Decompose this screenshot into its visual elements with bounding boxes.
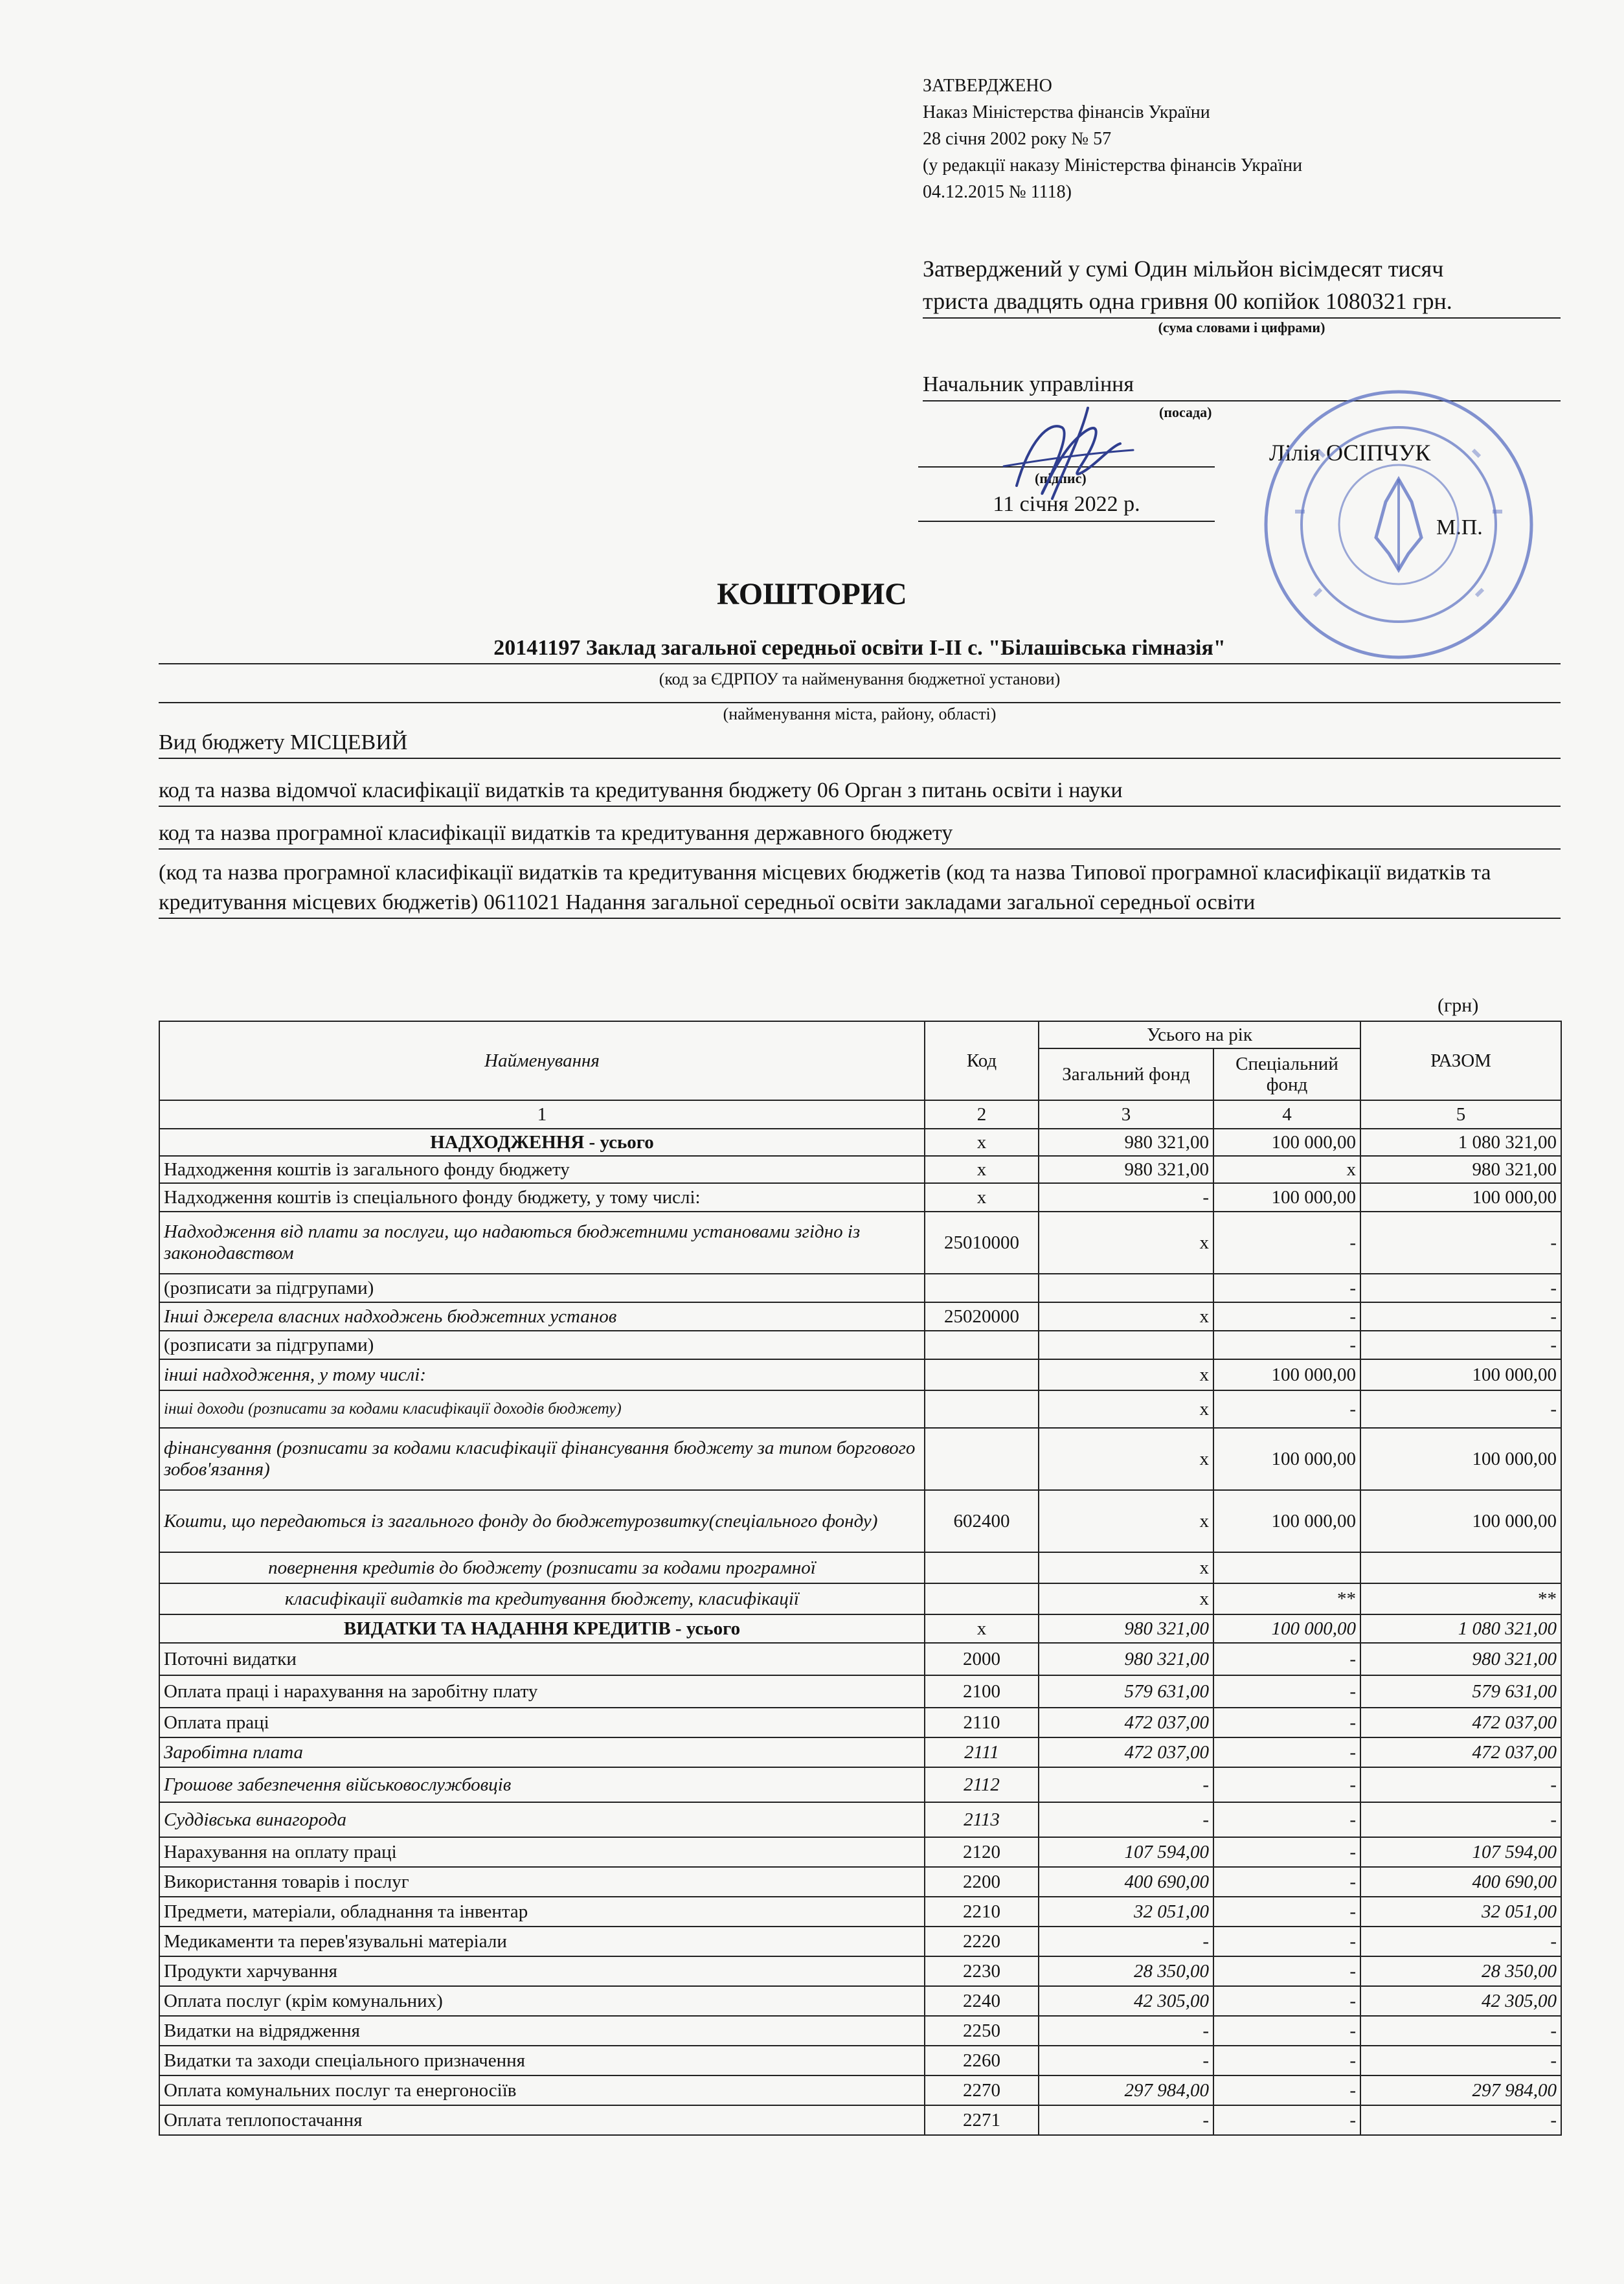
row-code [925, 1428, 1039, 1490]
document-title: КОШТОРИС [717, 577, 907, 611]
row-general: - [1039, 2105, 1213, 2135]
table-row [159, 1643, 1561, 1675]
approval-line: 28 січня 2002 року № 57 [923, 129, 1112, 149]
row-name: (розписати за підгрупами) [159, 1274, 925, 1302]
row-code: x [925, 1156, 1039, 1183]
row-general: 980 321,00 [1039, 1643, 1213, 1675]
row-special: - [1213, 1956, 1360, 1986]
row-code: 2230 [925, 1956, 1039, 1986]
signer-name: Лілія ОСІПЧУК [1269, 440, 1431, 466]
row-total: - [1360, 1212, 1561, 1274]
row-name: Видатки та заходи спеціального призначення [159, 2046, 925, 2075]
row-code: 2260 [925, 2046, 1039, 2075]
row-general: - [1039, 1802, 1213, 1837]
approved-sum [923, 253, 1561, 337]
table-row [159, 1129, 1561, 1156]
budget-type: Вид бюджету МІСЦЕВИЙ [159, 728, 1561, 759]
row-name: Оплата праці [159, 1708, 925, 1737]
stamp-mark: М.П. [1436, 515, 1483, 539]
row-name: Заробітна плата [159, 1737, 925, 1767]
table-row [159, 1156, 1561, 1183]
row-total: 579 631,00 [1360, 1675, 1561, 1708]
row-special: - [1213, 1897, 1360, 1927]
row-special: - [1213, 1708, 1360, 1737]
official-seal [1256, 382, 1541, 667]
table-row [159, 1359, 1561, 1390]
table-row [159, 1708, 1561, 1737]
row-total: 100 000,00 [1360, 1490, 1561, 1552]
row-total: 100 000,00 [1360, 1183, 1561, 1212]
row-total: - [1360, 2016, 1561, 2046]
row-special: 100 000,00 [1213, 1614, 1360, 1643]
row-general: x [1039, 1302, 1213, 1331]
row-special: 100 000,00 [1213, 1129, 1360, 1156]
row-code [925, 1274, 1039, 1302]
row-code [925, 1552, 1039, 1583]
estimate-table [159, 1021, 1562, 2136]
approval-block [923, 73, 1557, 205]
city-line [159, 689, 1561, 703]
row-name: Надходження від плати за послуги, що надаються бюджетними установами згідно із законодавством [159, 1212, 925, 1274]
row-special: ** [1213, 1583, 1360, 1614]
row-special: - [1213, 1802, 1360, 1837]
row-code: 2250 [925, 2016, 1039, 2046]
row-total [1360, 1552, 1561, 1583]
row-code: 2120 [925, 1837, 1039, 1867]
approved-sum-caption: (сума словами і цифрами) [1158, 319, 1325, 335]
row-code: 602400 [925, 1490, 1039, 1552]
row-code: 2112 [925, 1767, 1039, 1802]
row-general: 980 321,00 [1039, 1156, 1213, 1183]
row-general: 579 631,00 [1039, 1675, 1213, 1708]
row-special: - [1213, 1212, 1360, 1274]
row-code: 2111 [925, 1737, 1039, 1767]
handwritten-signature [991, 382, 1146, 537]
table-row [159, 1837, 1561, 1867]
table-row [159, 1302, 1561, 1331]
row-special: - [1213, 2075, 1360, 2105]
table-row [159, 2105, 1561, 2135]
row-name: Оплата теплопостачання [159, 2105, 925, 2135]
row-special: - [1213, 2105, 1360, 2135]
signature-caption: (підпис) [1035, 470, 1087, 486]
row-code: 2110 [925, 1708, 1039, 1737]
row-total: - [1360, 1927, 1561, 1956]
row-special: 100 000,00 [1213, 1490, 1360, 1552]
row-special: - [1213, 1675, 1360, 1708]
row-general: x [1039, 1428, 1213, 1490]
row-code: 2000 [925, 1643, 1039, 1675]
approval-line: ЗАТВЕРДЖЕНО [923, 76, 1052, 96]
table-row [159, 1867, 1561, 1897]
row-general: 28 350,00 [1039, 1956, 1213, 1986]
row-general: x [1039, 1552, 1213, 1583]
row-total: 28 350,00 [1360, 1956, 1561, 1986]
row-name: інші доходи (розписати за кодами класифікації доходів бюджету) [159, 1390, 925, 1428]
row-general: - [1039, 1183, 1213, 1212]
row-name: фінансування (розписати за кодами класифікації фінансування бюджету за типом боргового зобов'язання) [159, 1428, 925, 1490]
row-general: x [1039, 1212, 1213, 1274]
row-special: - [1213, 1331, 1360, 1359]
row-total: 472 037,00 [1360, 1708, 1561, 1737]
row-total: - [1360, 1331, 1561, 1359]
table-row [159, 1614, 1561, 1643]
header-total: РАЗОМ [1360, 1021, 1561, 1100]
row-code: x [925, 1183, 1039, 1212]
row-code: 2240 [925, 1986, 1039, 2016]
row-general: x [1039, 1390, 1213, 1428]
row-total: - [1360, 1767, 1561, 1802]
signature-date: 11 січня 2022 р. [993, 492, 1140, 516]
row-name: ВИДАТКИ ТА НАДАННЯ КРЕДИТІВ - усього [159, 1614, 925, 1643]
row-total: 100 000,00 [1360, 1428, 1561, 1490]
approved-sum-line-1: Затверджений у сумі Один мільйон вісімдесят тисяч [923, 256, 1444, 282]
row-total: ** [1360, 1583, 1561, 1614]
row-name: НАДХОДЖЕННЯ - усього [159, 1129, 925, 1156]
position-caption: (посада) [1159, 404, 1212, 420]
row-special: - [1213, 1274, 1360, 1302]
currency-label: (грн) [1438, 995, 1479, 1016]
row-code: 2271 [925, 2105, 1039, 2135]
row-name: класифікації видатків та кредитування бюджету, класифікації [159, 1583, 925, 1614]
column-number: 1 [159, 1100, 925, 1129]
row-code: 2200 [925, 1867, 1039, 1897]
row-special: 100 000,00 [1213, 1183, 1360, 1212]
row-special: - [1213, 2016, 1360, 2046]
table-row [159, 1552, 1561, 1583]
header-code: Код [925, 1021, 1039, 1100]
row-total: - [1360, 2105, 1561, 2135]
row-general [1039, 1331, 1213, 1359]
row-special: - [1213, 1302, 1360, 1331]
row-code: 2100 [925, 1675, 1039, 1708]
row-special: - [1213, 1927, 1360, 1956]
row-special: - [1213, 1737, 1360, 1767]
table-row [159, 1737, 1561, 1767]
row-name: Оплата послуг (крім комунальних) [159, 1986, 925, 2016]
row-total: - [1360, 1802, 1561, 1837]
row-special: - [1213, 1643, 1360, 1675]
row-name: Оплата комунальних послуг та енергоносіїв [159, 2075, 925, 2105]
row-general: x [1039, 1359, 1213, 1390]
table-row [159, 1428, 1561, 1490]
row-special: - [1213, 1767, 1360, 1802]
row-name: Надходження коштів із спеціального фонду бюджету, у тому числі: [159, 1183, 925, 1212]
row-general: 400 690,00 [1039, 1867, 1213, 1897]
row-general: x [1039, 1490, 1213, 1552]
row-name: повернення кредитів до бюджету (розписати за кодами програмної [159, 1552, 925, 1583]
table-row [159, 1274, 1561, 1302]
row-code [925, 1331, 1039, 1359]
row-general: 297 984,00 [1039, 2075, 1213, 2105]
row-name: Медикаменти та перев'язувальні матеріали [159, 1927, 925, 1956]
row-name: Суддівська винагорода [159, 1802, 925, 1837]
header-special-fund: Спеціальний фонд [1213, 1048, 1360, 1100]
row-special: - [1213, 1986, 1360, 2016]
city-caption: (найменування міста, району, області) [723, 705, 997, 723]
row-general: 472 037,00 [1039, 1708, 1213, 1737]
approved-sum-line-2: триста двадцять одна гривня 00 копійок 1080321 грн. [923, 285, 1561, 319]
row-name: Продукти харчування [159, 1956, 925, 1986]
approval-line: (у редакції наказу Міністерства фінансів України [923, 155, 1303, 175]
row-general: - [1039, 1927, 1213, 1956]
row-name: Нарахування на оплату праці [159, 1837, 925, 1867]
row-general: - [1039, 2046, 1213, 2075]
row-name: Використання товарів і послуг [159, 1867, 925, 1897]
department-code: код та назва відомчої класифікації видатків та кредитування бюджету 06 Орган з питань освіти і науки [159, 776, 1561, 807]
row-name: Кошти, що передаються із загального фонду до бюджетурозвитку(спеціального фонду) [159, 1490, 925, 1552]
row-code [925, 1583, 1039, 1614]
approval-line: 04.12.2015 № 1118) [923, 182, 1072, 202]
row-general: 472 037,00 [1039, 1737, 1213, 1767]
column-number: 5 [1360, 1100, 1561, 1129]
row-code [925, 1359, 1039, 1390]
row-total: 107 594,00 [1360, 1837, 1561, 1867]
row-total: 400 690,00 [1360, 1867, 1561, 1897]
head-position: Начальник управління [923, 369, 1561, 401]
row-total: - [1360, 1302, 1561, 1331]
table-row [159, 1767, 1561, 1802]
row-code: 2220 [925, 1927, 1039, 1956]
row-name: Грошове забезпечення військовослужбовців [159, 1767, 925, 1802]
row-special [1213, 1552, 1360, 1583]
row-name: Інші джерела власних надходжень бюджетних установ [159, 1302, 925, 1331]
row-special: 100 000,00 [1213, 1359, 1360, 1390]
row-total: - [1360, 1274, 1561, 1302]
row-total: - [1360, 1390, 1561, 1428]
row-total: 980 321,00 [1360, 1643, 1561, 1675]
row-code: 2210 [925, 1897, 1039, 1927]
table-row [159, 1331, 1561, 1359]
row-total: 1 080 321,00 [1360, 1129, 1561, 1156]
header-name: Найменування [159, 1021, 925, 1100]
row-total: 1 080 321,00 [1360, 1614, 1561, 1643]
row-special: - [1213, 1390, 1360, 1428]
institution-caption: (код за ЄДРПОУ та найменування бюджетної установи) [659, 670, 1061, 688]
table-row [159, 1490, 1561, 1552]
table-row [159, 1183, 1561, 1212]
row-code: 25020000 [925, 1302, 1039, 1331]
row-code: 25010000 [925, 1212, 1039, 1274]
table-row [159, 1986, 1561, 2016]
column-number: 4 [1213, 1100, 1360, 1129]
table-row [159, 1802, 1561, 1837]
row-name: Видатки на відрядження [159, 2016, 925, 2046]
table-row [159, 2075, 1561, 2105]
row-general: 980 321,00 [1039, 1129, 1213, 1156]
row-special: 100 000,00 [1213, 1428, 1360, 1490]
row-total: 297 984,00 [1360, 2075, 1561, 2105]
row-total: - [1360, 2046, 1561, 2075]
row-name: інші надходження, у тому числі: [159, 1359, 925, 1390]
row-name: Надходження коштів із загального фонду бюджету [159, 1156, 925, 1183]
row-code: 2270 [925, 2075, 1039, 2105]
row-general: - [1039, 2016, 1213, 2046]
row-general: 42 305,00 [1039, 1986, 1213, 2016]
table-row [159, 1675, 1561, 1708]
row-general [1039, 1274, 1213, 1302]
column-number: 3 [1039, 1100, 1213, 1129]
row-name: Поточні видатки [159, 1643, 925, 1675]
row-name: (розписати за підгрупами) [159, 1331, 925, 1359]
local-program-code: (код та назва програмної класифікації видатків та кредитування місцевих бюджетів (код та назва Типової програмної класифікації видатків та кредитування місцевих бюджетів) 0611021 Надання загальної середньої освіти закладами загальної середньої освіти [159, 858, 1561, 919]
header-general-fund: Загальний фонд [1039, 1048, 1213, 1100]
table-row [159, 2046, 1561, 2075]
state-program-code: код та назва програмної класифікації видатків та кредитування державного бюджету [159, 819, 1561, 850]
row-general: - [1039, 1767, 1213, 1802]
row-name: Оплата праці і нарахування на заробітну плату [159, 1675, 925, 1708]
institution-name: 20141197 Заклад загальної середньої освіти І-ІІ с. "Білашівська гімназія" [159, 633, 1561, 664]
table-row [159, 2016, 1561, 2046]
row-total: 42 305,00 [1360, 1986, 1561, 2016]
table-row [159, 1956, 1561, 1986]
header-year-total: Усього на рік [1039, 1021, 1360, 1048]
row-code: 2113 [925, 1802, 1039, 1837]
row-code: x [925, 1129, 1039, 1156]
row-code [925, 1390, 1039, 1428]
row-total: 472 037,00 [1360, 1737, 1561, 1767]
table-row [159, 1390, 1561, 1428]
row-special: - [1213, 1837, 1360, 1867]
row-general: 32 051,00 [1039, 1897, 1213, 1927]
approval-line: Наказ Міністерства фінансів України [923, 102, 1210, 122]
row-total: 100 000,00 [1360, 1359, 1561, 1390]
column-number: 2 [925, 1100, 1039, 1129]
row-name: Предмети, матеріали, обладнання та інвентар [159, 1897, 925, 1927]
row-total: 980 321,00 [1360, 1156, 1561, 1183]
row-general: 980 321,00 [1039, 1614, 1213, 1643]
row-total: 32 051,00 [1360, 1897, 1561, 1927]
row-special: - [1213, 2046, 1360, 2075]
table-row [159, 1583, 1561, 1614]
table-row [159, 1897, 1561, 1927]
row-general: 107 594,00 [1039, 1837, 1213, 1867]
table-row [159, 1927, 1561, 1956]
row-special: x [1213, 1156, 1360, 1183]
row-general: x [1039, 1583, 1213, 1614]
table-row [159, 1212, 1561, 1274]
row-code: x [925, 1614, 1039, 1643]
row-special: - [1213, 1867, 1360, 1897]
